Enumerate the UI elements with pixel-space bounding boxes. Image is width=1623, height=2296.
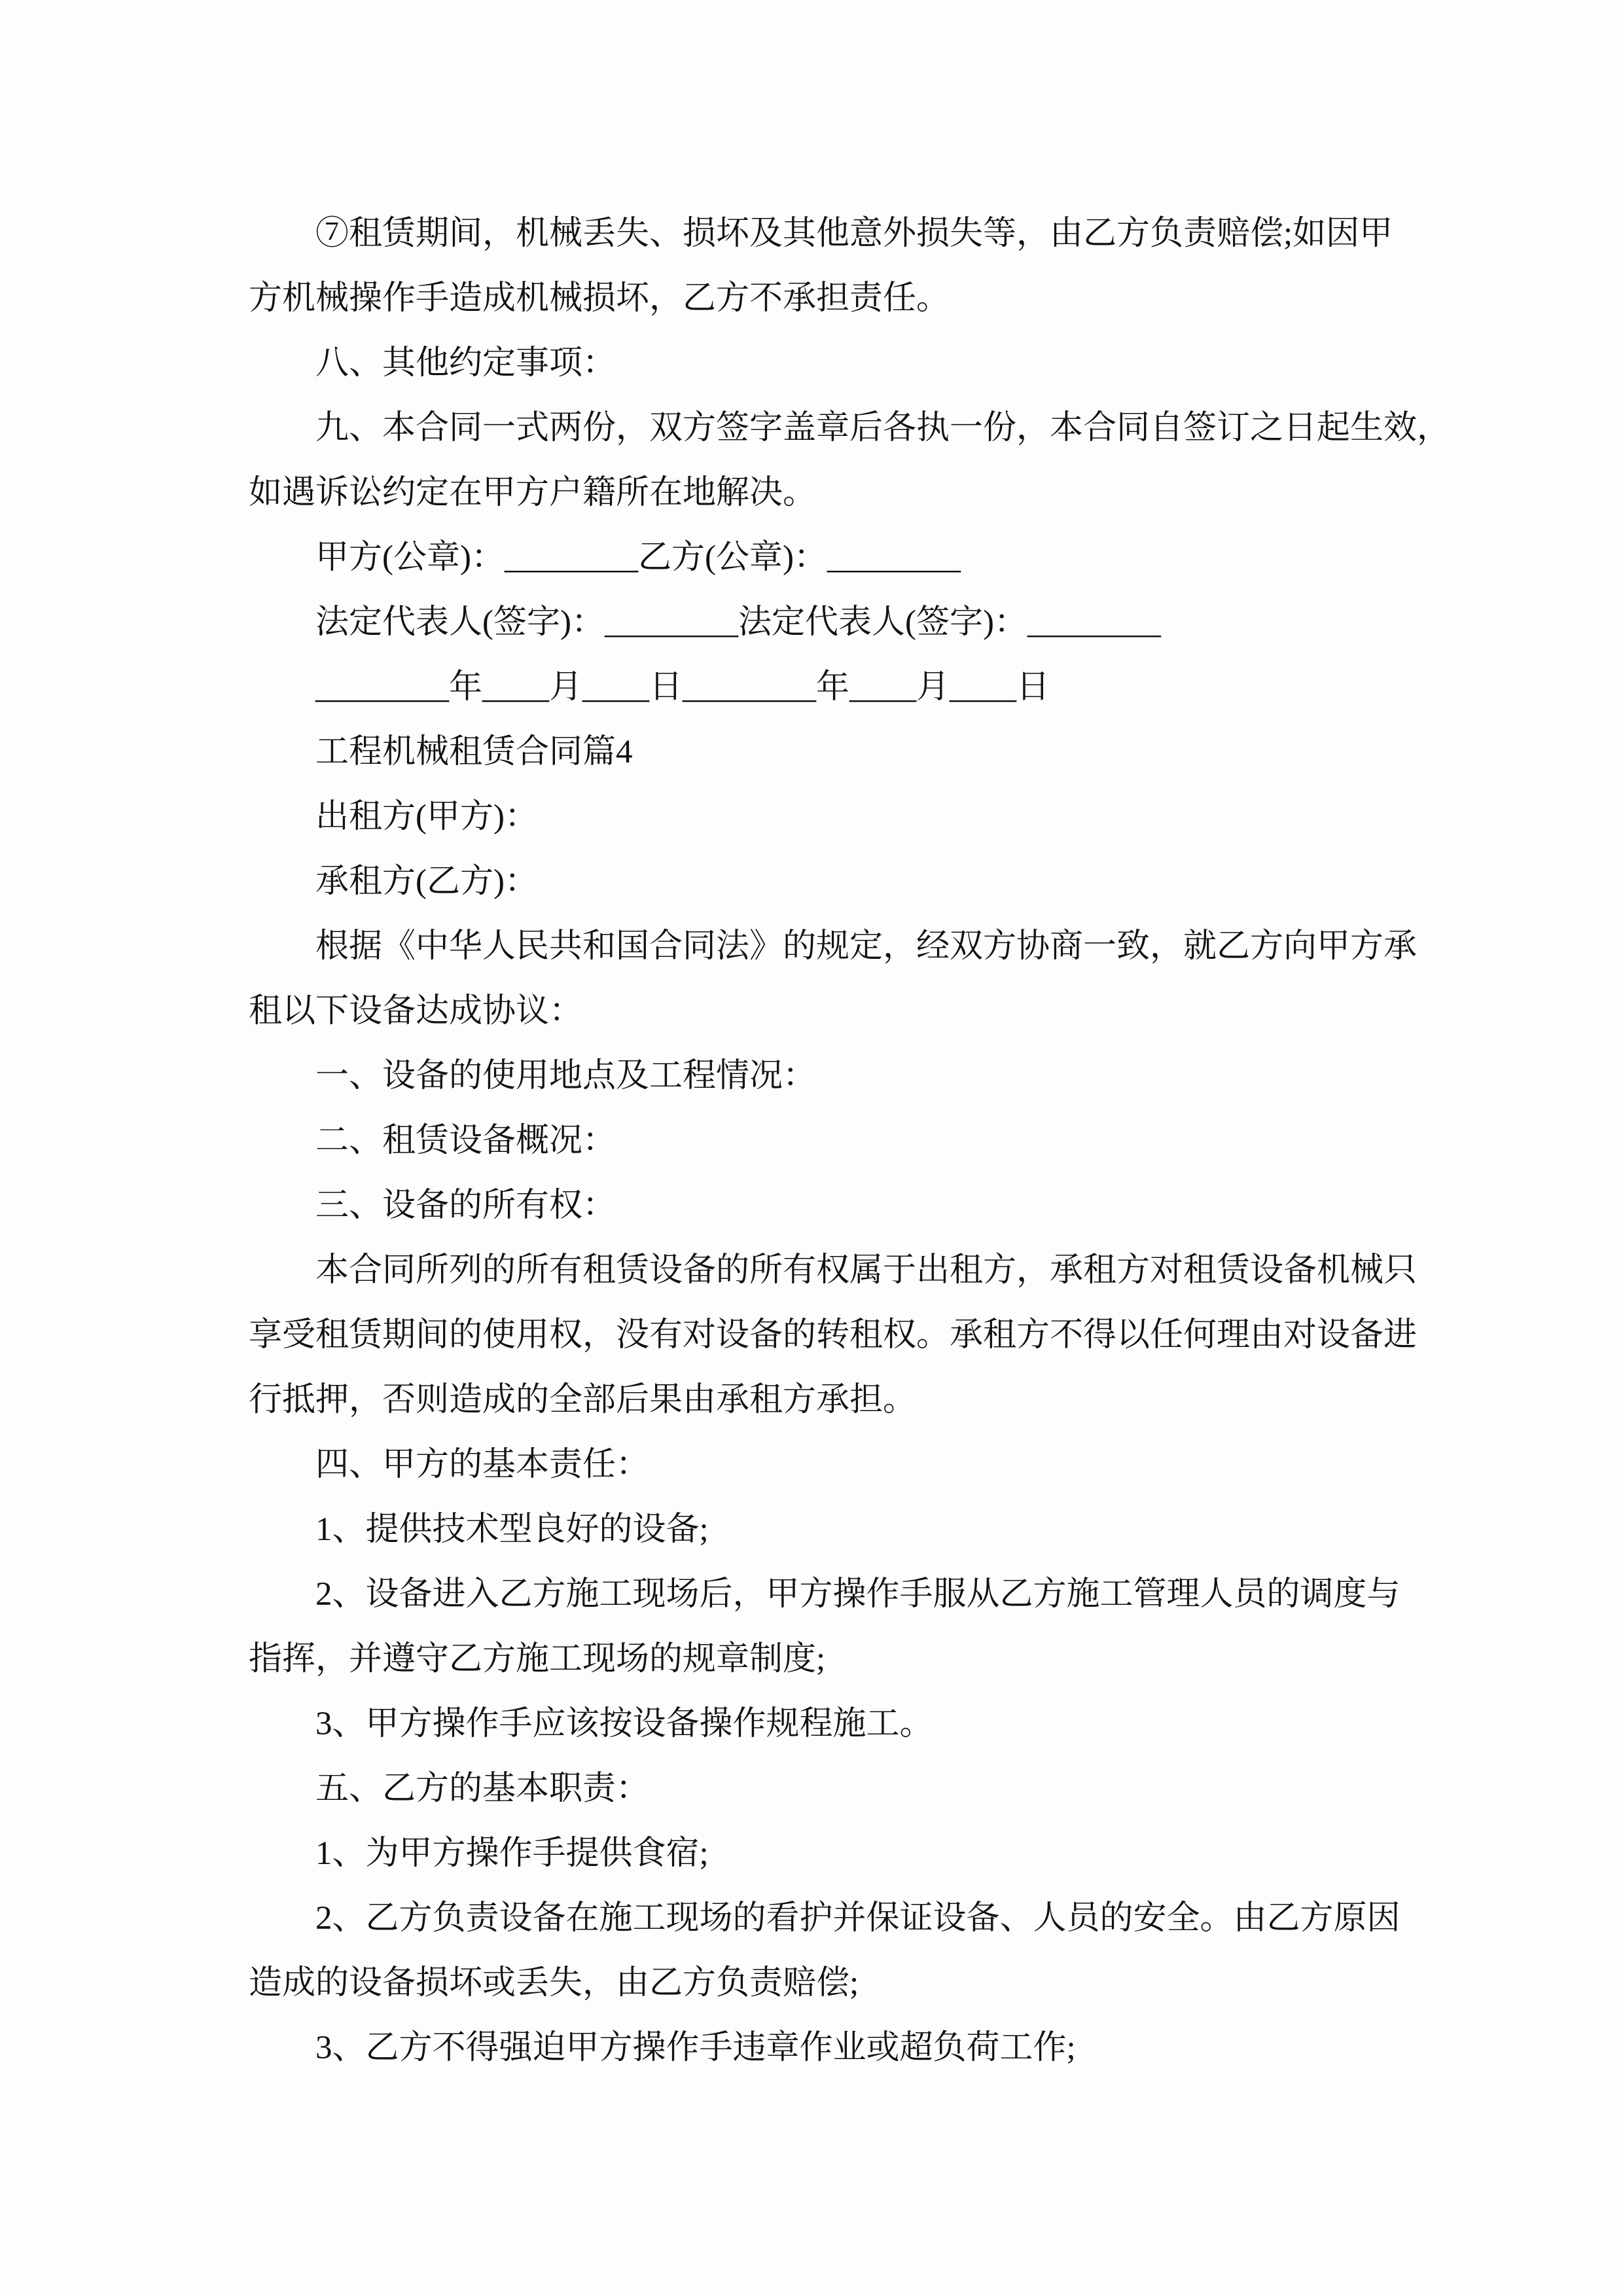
document-line: 2、乙方负责设备在施工现场的看护并保证设备、人员的安全。由乙方原因 — [315, 1900, 1400, 1937]
document-line: 2、设备进入乙方施工现场后，甲方操作手服从乙方施工管理人员的调度与 — [315, 1576, 1400, 1613]
document-line: 九、本合同一式两份，双方签字盖章后各执一份，本合同自签订之日起生效， — [315, 410, 1451, 446]
document-line: ⑦租赁期间，机械丢失、损坏及其他意外损失等，由乙方负责赔偿;如因甲 — [315, 215, 1393, 252]
document-line: 指挥，并遵守乙方施工现场的规章制度; — [249, 1641, 826, 1677]
document-line: 本合同所列的所有租赁设备的所有权属于出租方，承租方对租赁设备机械只 — [315, 1252, 1418, 1289]
document-line: 1、提供技术型良好的设备; — [315, 1511, 709, 1548]
document-line-date-blanks: ________年____月____日________年____月____日 — [315, 669, 1050, 706]
document-line: 租以下设备达成协议： — [249, 993, 583, 1030]
document-line: 3、甲方操作手应该按设备操作规程施工。 — [315, 1706, 933, 1742]
document-line: 四、甲方的基本责任： — [315, 1446, 650, 1483]
document-line: 行抵押，否则造成的全部后果由承租方承担。 — [249, 1382, 917, 1418]
document-line: 1、为甲方操作手提供食宿; — [315, 1835, 709, 1872]
document-line: 享受租赁期间的使用权，没有对设备的转租权。承租方不得以任何理由对设备进 — [249, 1317, 1418, 1354]
document-line-signature-seal: 甲方(公章)：________乙方(公章)：________ — [315, 539, 961, 576]
document-line: 八、其他约定事项： — [315, 345, 616, 382]
document-line-legal-representative: 法定代表人(签字)：________法定代表人(签字)：________ — [315, 604, 1161, 641]
document-section-title: 工程机械租赁合同篇4 — [315, 734, 633, 770]
document-line: 方机械操作手造成机械损坏，乙方不承担责任。 — [249, 280, 950, 317]
document-line: 三、设备的所有权： — [315, 1187, 616, 1224]
document-line: 造成的设备损坏或丢失，由乙方负责赔偿; — [249, 1965, 859, 2001]
document-line: 根据《中华人民共和国合同法》的规定，经双方协商一致，就乙方向甲方承 — [315, 928, 1418, 965]
document-line: 3、乙方不得强迫甲方操作手违章作业或超负荷工作; — [315, 2030, 1076, 2066]
document-line: 五、乙方的基本职责： — [315, 1770, 650, 1807]
document-line: 如遇诉讼约定在甲方户籍所在地解决。 — [249, 475, 817, 511]
document-line: 承租方(乙方)： — [315, 863, 538, 900]
document-line: 二、租赁设备概况： — [315, 1122, 616, 1159]
document-line: 一、设备的使用地点及工程情况： — [315, 1058, 817, 1094]
document-line: 出租方(甲方)： — [315, 798, 538, 835]
